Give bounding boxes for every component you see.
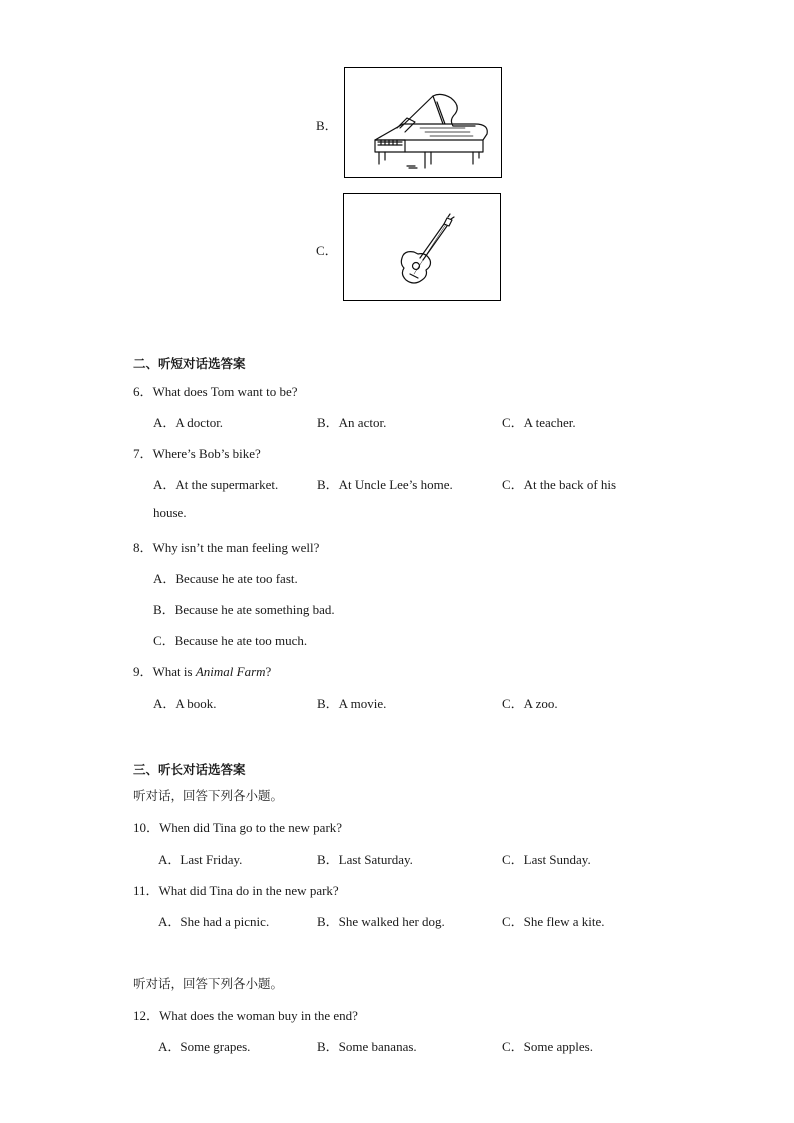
q10-option-a[interactable]: A．Last Friday.: [158, 852, 243, 867]
q10-option-c[interactable]: C．Last Sunday.: [502, 852, 591, 867]
q12-option-a[interactable]: A．Some grapes.: [158, 1039, 251, 1054]
q9-option-a[interactable]: A．A book.: [153, 696, 217, 711]
q12-option-c[interactable]: C．Some apples.: [502, 1039, 593, 1054]
q6-option-a[interactable]: A．A doctor.: [153, 415, 224, 430]
q6-option-c[interactable]: C．A teacher.: [502, 415, 576, 430]
question-9-title: Animal Farm: [195, 664, 266, 679]
q8-option-b[interactable]: B．Because he ate something bad.: [153, 602, 335, 617]
question-9-prefix: 9．What is: [133, 664, 196, 679]
q7-option-c[interactable]: C．At the back of his: [502, 477, 617, 492]
instruction-2: 听对话，回答下列各小题。: [133, 976, 284, 991]
q9-option-b[interactable]: B．A movie.: [317, 696, 387, 711]
section-2-title: 二、听短对话选答案: [133, 356, 246, 371]
q11-option-b[interactable]: B．She walked her dog.: [317, 914, 445, 929]
q11-option-a[interactable]: A．She had a picnic.: [158, 914, 270, 929]
option-c-label: C．: [316, 243, 338, 258]
question-10: 10．When did Tina go to the new park?: [133, 820, 343, 835]
q7-option-c-continued[interactable]: house.: [153, 505, 187, 520]
question-6: 6．What does Tom want to be?: [133, 384, 298, 399]
section-3-title: 三、听长对话选答案: [133, 762, 246, 777]
q8-option-a[interactable]: A．Because he ate too fast.: [153, 571, 298, 586]
q10-option-b[interactable]: B．Last Saturday.: [317, 852, 413, 867]
option-b-image-box[interactable]: [344, 67, 502, 178]
question-11: 11．What did Tina do in the new park?: [133, 883, 339, 898]
question-8: 8．Why isn’t the man feeling well?: [133, 540, 320, 555]
q9-option-c[interactable]: C．A zoo.: [502, 696, 558, 711]
q8-option-c[interactable]: C．Because he ate too much.: [153, 633, 308, 648]
piano-icon: [345, 68, 501, 177]
option-c-image-box[interactable]: [343, 193, 501, 301]
q7-option-b[interactable]: B．At Uncle Lee’s home.: [317, 477, 453, 492]
guitar-icon: [344, 194, 500, 300]
question-9-suffix: ?: [265, 664, 272, 679]
q12-option-b[interactable]: B．Some bananas.: [317, 1039, 417, 1054]
q11-option-c[interactable]: C．She flew a kite.: [502, 914, 605, 929]
question-7: 7．Where’s Bob’s bike?: [133, 446, 261, 461]
question-12: 12．What does the woman buy in the end?: [133, 1008, 358, 1023]
q6-option-b[interactable]: B．An actor.: [317, 415, 387, 430]
q7-option-a[interactable]: A．At the supermarket.: [153, 477, 279, 492]
instruction-1: 听对话，回答下列各小题。: [133, 788, 284, 803]
option-b-label: B．: [316, 118, 338, 133]
question-9: [133, 661, 271, 680]
